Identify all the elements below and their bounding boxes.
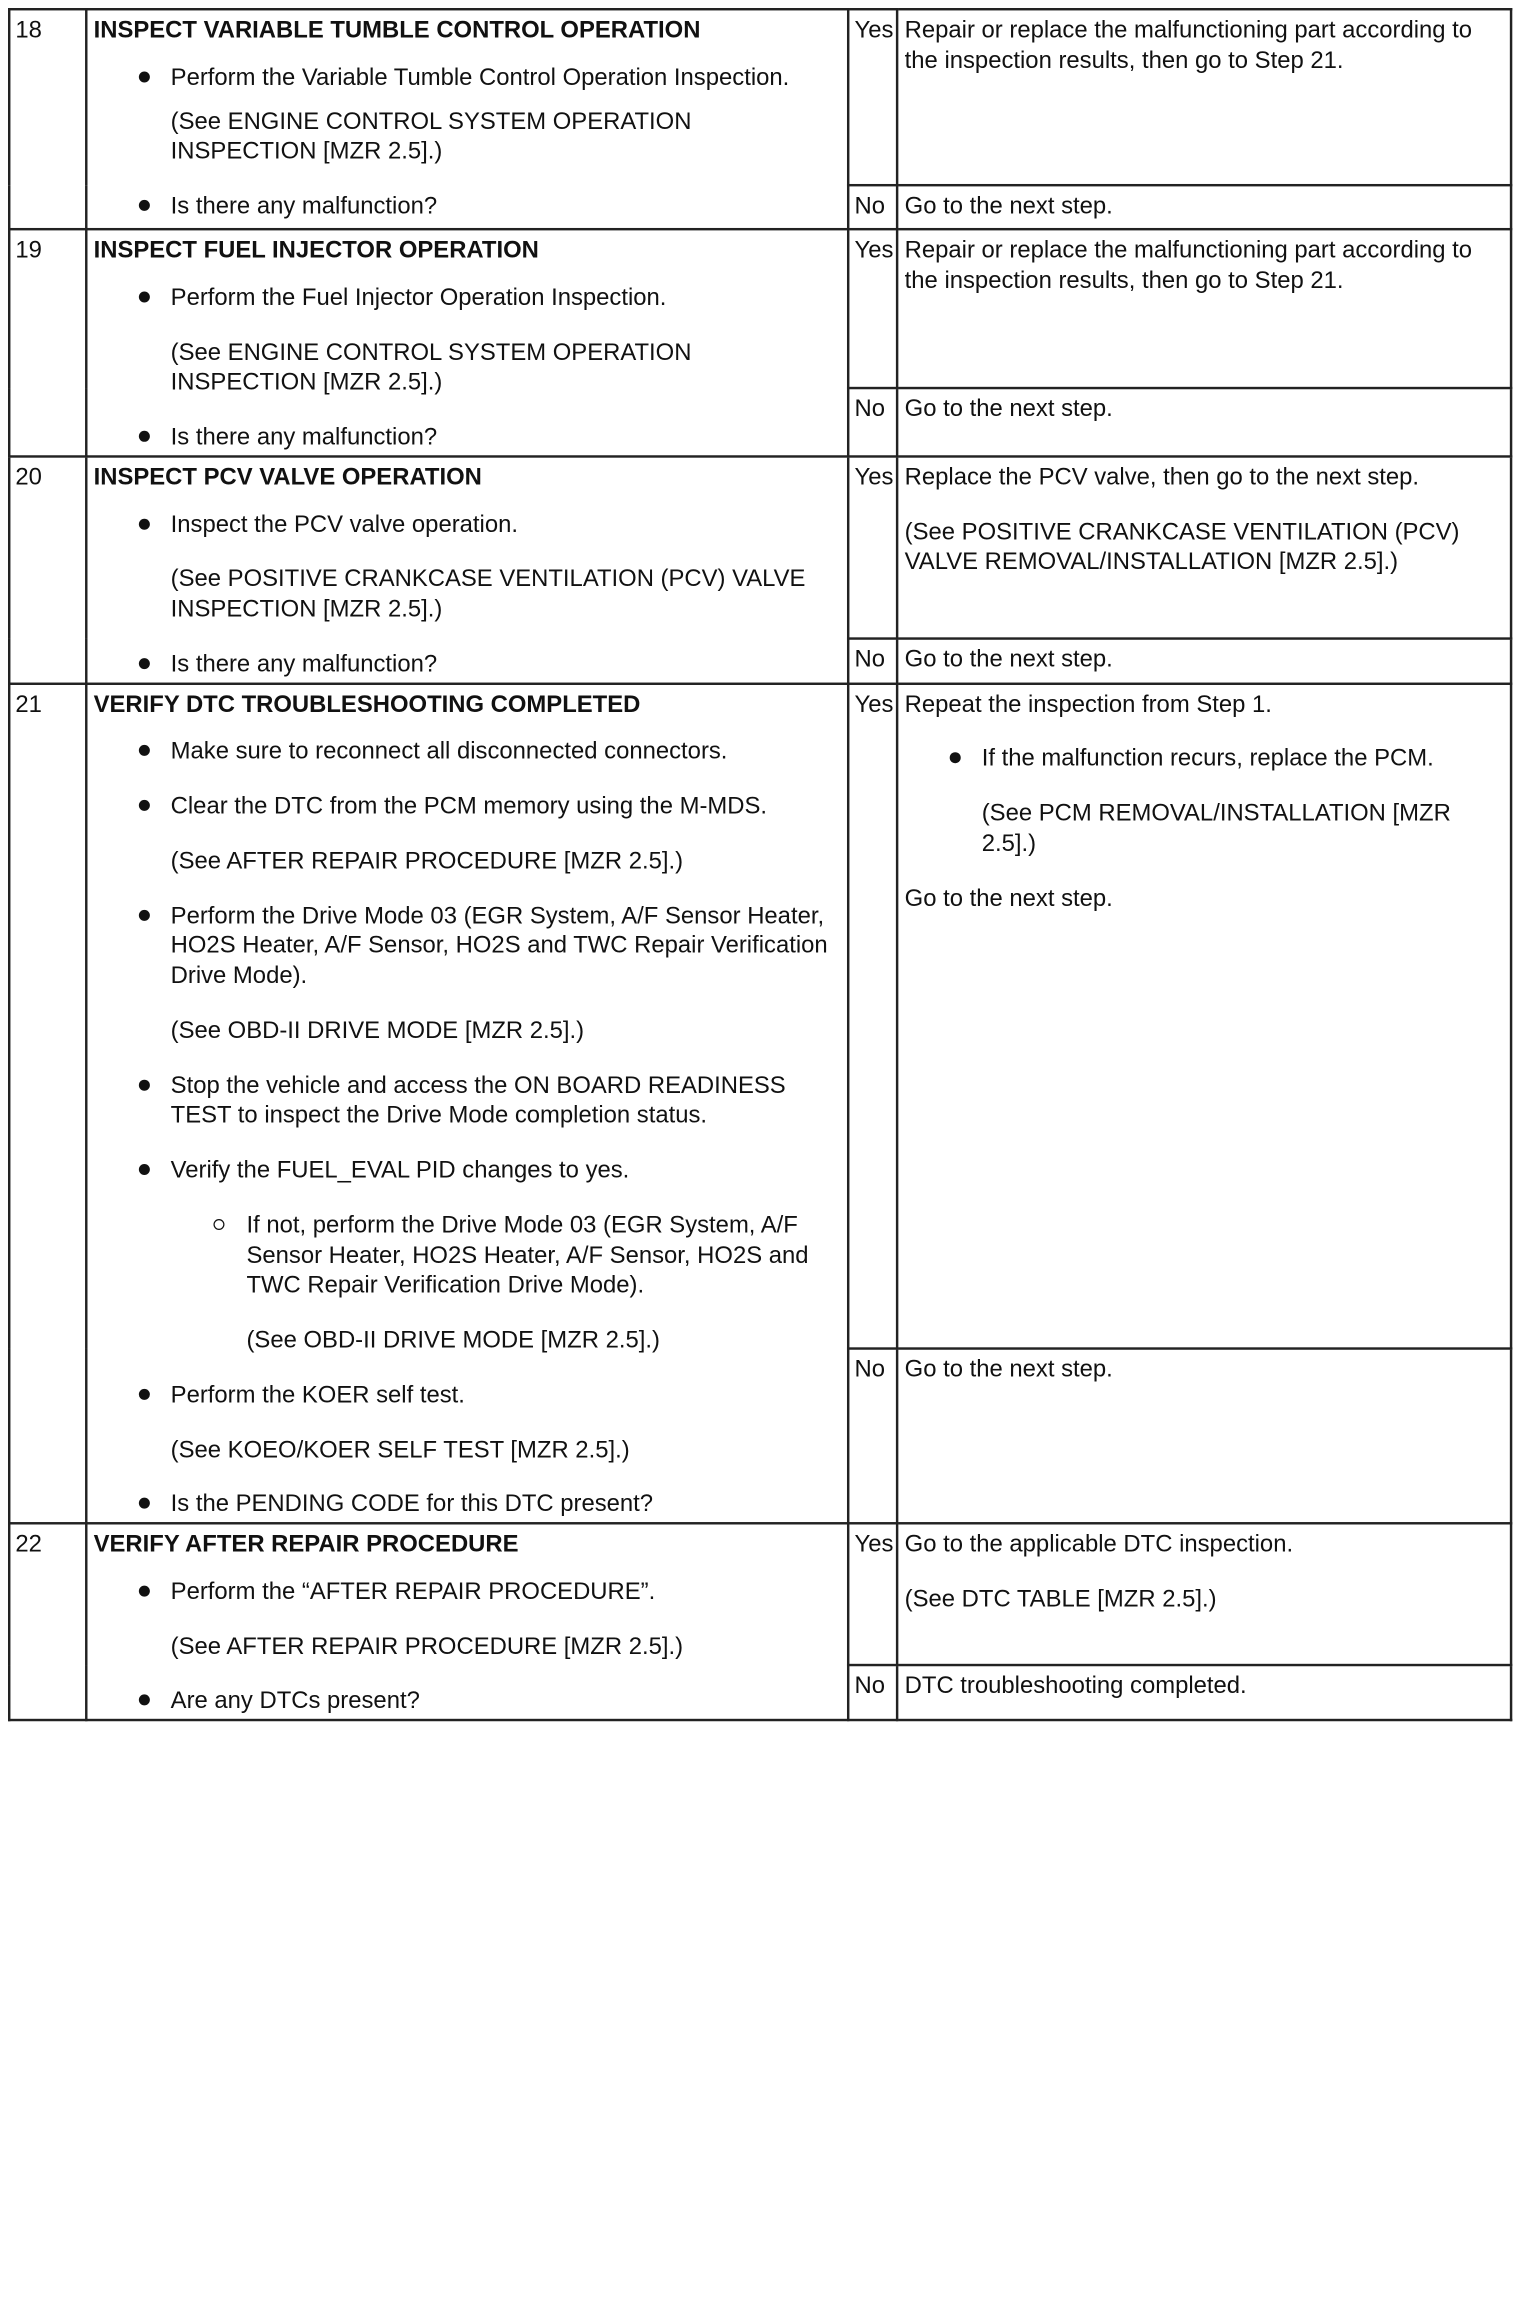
yes-result-text: Replace the PCV valve, then go to the next step. <box>904 463 1420 491</box>
reference-text: (See AFTER REPAIR PROCEDURE [MZR 2.5].) <box>170 847 684 875</box>
step-title: VERIFY AFTER REPAIR PROCEDURE <box>93 1530 519 1558</box>
no-result: DTC troubleshooting completed. <box>897 1665 1511 1720</box>
table-row <box>9 683 1511 1348</box>
yes-result-text: Go to the applicable DTC inspection. <box>904 1530 1294 1558</box>
yes-reference-text: (See PCM REMOVAL/INSTALLATION [MZR 2.5].) <box>981 799 1451 857</box>
reference-text: (See OBD-II DRIVE MODE [MZR 2.5].) <box>170 1017 585 1044</box>
action-bullet: Perform the “AFTER REPAIR PROCEDURE”. <box>94 1577 841 1607</box>
step-title: VERIFY DTC TROUBLESHOOTING COMPLETED <box>93 690 641 718</box>
step-title: INSPECT PCV VALVE OPERATION <box>93 463 482 491</box>
troubleshooting-document <box>8 8 1520 2315</box>
yes-result: Repair or replace the malfunctioning part according to the inspection results, then go to Step 21. <box>897 229 1511 388</box>
action-bullet: Perform the KOER self test. <box>94 1380 841 1410</box>
no-result: Go to the next step. <box>897 185 1511 229</box>
yes-next-text: Go to the next step. <box>904 884 1113 912</box>
yes-label: Yes <box>848 9 897 185</box>
yes-reference-text: (See DTC TABLE [MZR 2.5].) <box>904 1585 1217 1613</box>
step-action <box>86 683 848 1523</box>
step-number: 19 <box>9 229 86 456</box>
question-bullet: Are any DTCs present? <box>94 1686 841 1716</box>
no-label: No <box>848 1665 897 1720</box>
no-label: No <box>848 185 897 229</box>
reference-text: (See OBD-II DRIVE MODE [MZR 2.5].) <box>246 1326 660 1354</box>
yes-result: Repair or replace the malfunctioning part according to the inspection results, then go to Step 21. <box>897 9 1511 185</box>
action-bullet: Make sure to reconnect all disconnected connectors. <box>94 737 841 767</box>
table-row <box>9 1523 1511 1665</box>
reference-text: (See ENGINE CONTROL SYSTEM OPERATION INSPECTION [MZR 2.5].) <box>170 338 692 396</box>
no-label: No <box>848 388 897 456</box>
no-result: Go to the next step. <box>897 638 1511 683</box>
action-bullet: Perform the Drive Mode 03 (EGR System, A/F Sensor Heater, HO2S Heater, A/F Sensor, HO2S and TWC Repair Verification Drive Mode). <box>94 901 841 992</box>
step-number: 21 <box>9 683 86 1523</box>
step-action <box>86 9 848 229</box>
troubleshooting-table <box>8 8 1512 1721</box>
action-bullet: Clear the DTC from the PCM memory using the M-MDS. <box>94 791 841 821</box>
table-row <box>9 456 1511 638</box>
step-title: INSPECT VARIABLE TUMBLE CONTROL OPERATION <box>93 16 701 44</box>
reference-text: (See KOEO/KOER SELF TEST [MZR 2.5].) <box>170 1435 630 1463</box>
yes-reference-text: (See POSITIVE CRANKCASE VENTILATION (PCV) VALVE REMOVAL/INSTALLATION [MZR 2.5].) <box>904 518 1460 576</box>
step-number: 18 <box>9 9 86 229</box>
yes-label: Yes <box>848 229 897 388</box>
yes-bullet: If the malfunction recurs, replace the PCM. <box>905 744 1504 774</box>
sub-bullet: If not, perform the Drive Mode 03 (EGR System, A/F Sensor Heater, HO2S Heater, A/F Sensor, HO2S and TWC Repair Verification Drive Mode). <box>94 1210 841 1301</box>
step-action <box>86 456 848 683</box>
step-number: 20 <box>9 456 86 683</box>
yes-result <box>897 1523 1511 1665</box>
action-bullet: Perform the Variable Tumble Control Operation Inspection. <box>94 63 841 93</box>
action-bullet: Perform the Fuel Injector Operation Inspection. <box>94 283 841 313</box>
question-bullet: Is the PENDING CODE for this DTC present? <box>94 1489 841 1519</box>
question-bullet: Is there any malfunction? <box>94 191 841 221</box>
action-bullet: Verify the FUEL_EVAL PID changes to yes. <box>94 1155 841 1185</box>
question-bullet: Is there any malfunction? <box>94 422 841 452</box>
action-bullet: Stop the vehicle and access the ON BOARD READINESS TEST to inspect the Drive Mode completion status. <box>94 1071 841 1131</box>
yes-result <box>897 456 1511 638</box>
reference-text: (See POSITIVE CRANKCASE VENTILATION (PCV) VALVE INSPECTION [MZR 2.5].) <box>170 565 806 623</box>
action-bullet: Inspect the PCV valve operation. <box>94 510 841 540</box>
no-label: No <box>848 1348 897 1523</box>
yes-result <box>897 683 1511 1348</box>
no-result: Go to the next step. <box>897 388 1511 456</box>
yes-label: Yes <box>848 1523 897 1665</box>
yes-label: Yes <box>848 456 897 638</box>
table-row <box>9 229 1511 388</box>
yes-result-text: Repeat the inspection from Step 1. <box>904 690 1272 718</box>
no-result: Go to the next step. <box>897 1348 1511 1523</box>
step-title: INSPECT FUEL INJECTOR OPERATION <box>93 236 539 264</box>
yes-label: Yes <box>848 683 897 1348</box>
reference-text: (See AFTER REPAIR PROCEDURE [MZR 2.5].) <box>170 1632 684 1660</box>
table-row <box>9 9 1511 185</box>
question-bullet: Is there any malfunction? <box>94 649 841 679</box>
step-action <box>86 1523 848 1720</box>
step-action <box>86 229 848 456</box>
reference-text: (See ENGINE CONTROL SYSTEM OPERATION INSPECTION [MZR 2.5].) <box>170 107 692 165</box>
step-number: 22 <box>9 1523 86 1720</box>
no-label: No <box>848 638 897 683</box>
